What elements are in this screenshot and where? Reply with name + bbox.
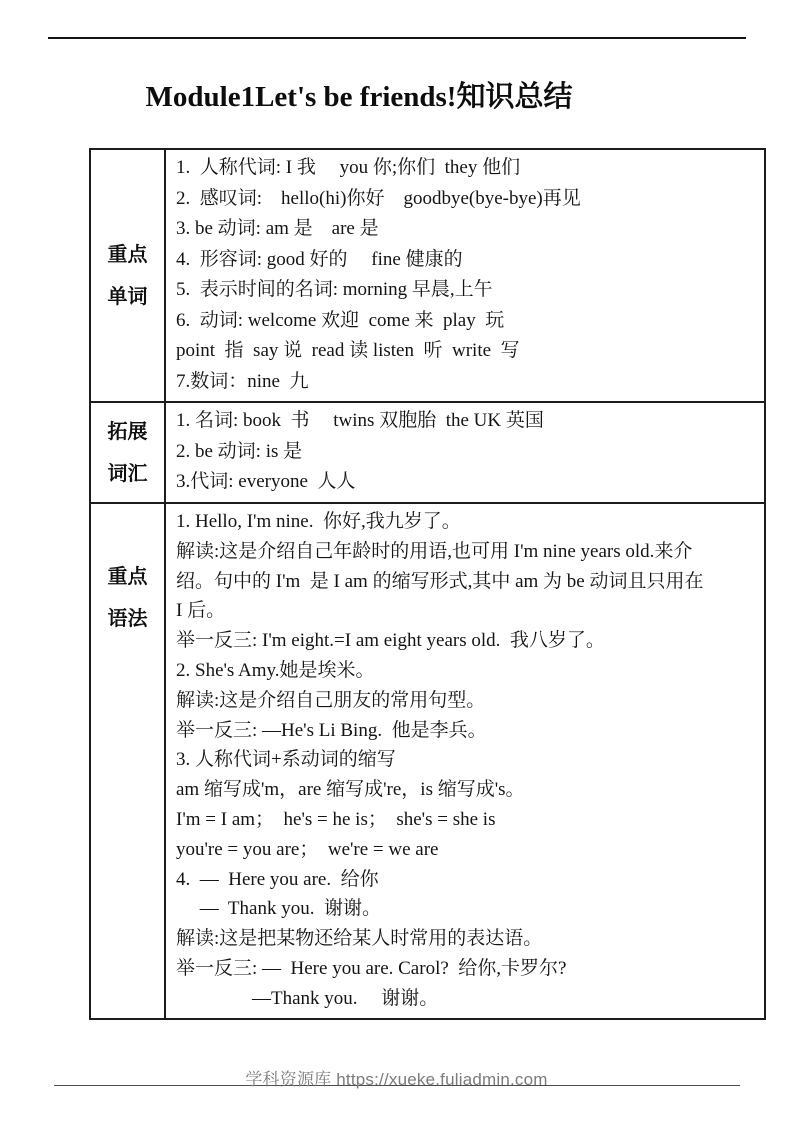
content-line: 绍。句中的 I'm 是 I am 的缩写形式,其中 am 为 be 动词且只用在 (176, 570, 704, 592)
content-line: — Thank you. 谢谢。 (176, 898, 381, 920)
content-line: 1. Hello, I'm nine. 你好,我九岁了。 (176, 511, 461, 532)
content-line: 4. — Here you are. 给你 (176, 868, 379, 890)
row-label-line: 词汇 (107, 462, 148, 485)
row-label-extended-vocabulary (90, 402, 165, 503)
row-label-key-words (90, 149, 165, 402)
row-content-key-grammar (165, 503, 765, 1019)
content-line: 5. 表示时间的名词: morning 早晨,上午 (176, 279, 493, 300)
content-line: 解读:这是介绍自己朋友的常用句型。 (176, 689, 486, 711)
content-line: 解读:这是介绍自己年龄时的用语,也可用 I'm nine years old.来介 (176, 540, 693, 562)
row-label-line: 重点 (107, 243, 148, 266)
page-title: Module1Let's be friends!知识总结 (145, 81, 573, 113)
content-line: 举一反三: — Here you are. Carol? 给你,卡罗尔? (176, 957, 567, 979)
content-line: 举一反三: —He's Li Bing. 他是李兵。 (176, 719, 487, 741)
content-line: 解读:这是把某物还给某人时常用的表达语。 (176, 928, 543, 950)
summary-table (89, 148, 766, 1020)
content-line: 6. 动词: welcome 欢迎 come 来 play 玩 (176, 309, 505, 331)
row-label-line: 拓展 (107, 420, 148, 443)
table-row-extended-vocabulary (90, 402, 765, 503)
watermark-source-text: 学科资源库 https://xueke.fuliadmin.com (245, 1070, 548, 1089)
content-line: 1. 人称代词: I 我 you 你;你们 they 他们 (176, 157, 521, 178)
content-line: 2. She's Amy.她是埃米。 (176, 659, 375, 681)
content-line: 3. be 动词: am 是 are 是 (176, 218, 379, 239)
content-line: 3.代词: everyone 人人 (176, 471, 356, 492)
content-line: am 缩写成'm，are 缩写成're，is 缩写成's。 (176, 779, 525, 801)
table-row-key-grammar (90, 503, 765, 1019)
row-label-line: 单词 (107, 285, 148, 308)
row-content-key-words (165, 149, 765, 402)
content-line: I 后。 (176, 600, 226, 622)
content-line: 举一反三: I'm eight.=I am eight years old. 我八岁了。 (176, 630, 605, 652)
content-line: I'm = I am； he's = he is； she's = she is (176, 808, 496, 830)
row-content-extended-vocabulary (165, 402, 765, 503)
content-line: point 指 say 说 read 读 listen 听 write 写 (176, 340, 520, 361)
content-line: —Thank you. 谢谢。 (176, 987, 439, 1009)
row-label-line: 语法 (107, 608, 148, 630)
content-line: 2. 感叹词: hello(hi)你好 goodbye(bye-bye)再见 (176, 187, 581, 209)
content-line: 1. 名词: book 书 twins 双胞胎 the UK 英国 (176, 410, 544, 431)
row-label-key-grammar (90, 503, 165, 1019)
row-label-line: 重点 (107, 566, 148, 588)
content-line: 2. be 动词: is 是 (176, 440, 303, 462)
header-rule (48, 37, 746, 39)
table-row-key-words (90, 149, 765, 402)
content-line: 7.数词：nine 九 (176, 370, 309, 392)
content-line: you're = you are； we're = we are (176, 838, 439, 860)
content-line: 4. 形容词: good 好的 fine 健康的 (176, 248, 463, 270)
content-line: 3. 人称代词+系动词的缩写 (176, 749, 396, 771)
